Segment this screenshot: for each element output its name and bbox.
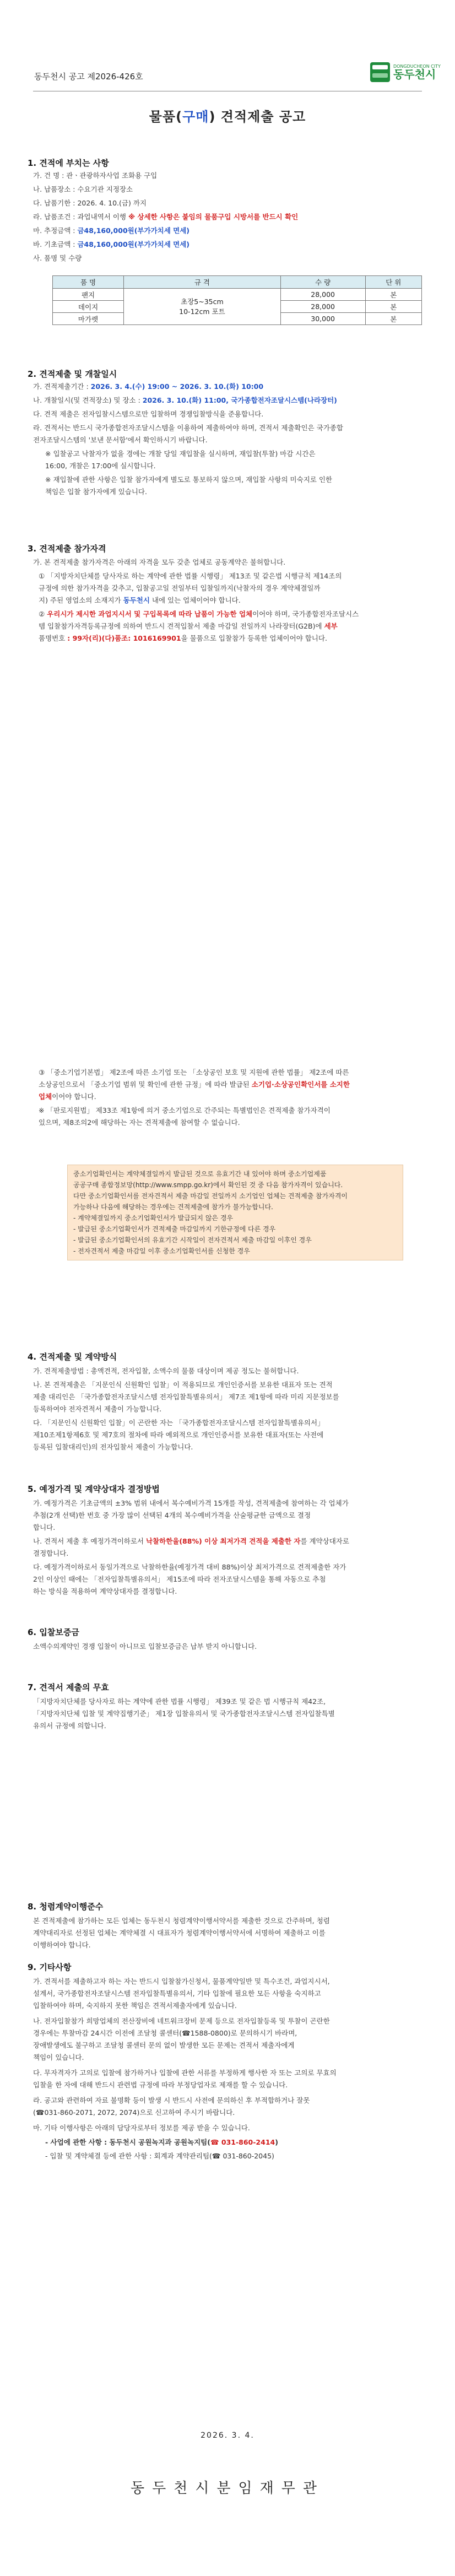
s3-line: 업체이어야 합니다.: [39, 1092, 96, 1101]
s3-line: ③ 「중소기업기본법」 제2조에 따른 소기업 또는 「소상공인 보호 및 지원에 관한 법률」 제2조에 따른: [39, 1068, 349, 1076]
notice-date: 2026. 3. 4.: [201, 2431, 254, 2440]
s5-line: 추첨(2개 선택)한 번호 중 가장 많이 선택된 4개의 복수예비가격을 산술평균한 금액으로 결정: [33, 1511, 311, 1519]
section-5-title: 5. 예정가격 및 계약상대자 결정방법: [28, 1484, 160, 1494]
s2-submission-period: 가. 견적제출기간 : 2026. 3. 4.(수) 19:00 ~ 2026. 3. 10.(화) 10:00: [33, 382, 264, 391]
cell-name: 마가렛: [53, 313, 124, 325]
table-header-row: [53, 276, 422, 289]
cell-qty: 30,000: [280, 313, 365, 325]
cell-qty: 28,000: [280, 289, 365, 301]
items-table: [52, 275, 422, 325]
s2-item-c: 다. 견적 제출은 전자입찰시스템으로만 입찰하며 경쟁입찰방식을 준용합니다.: [33, 410, 264, 418]
s5-line: 결정합니다.: [33, 1549, 69, 1557]
title-highlight: 구매: [182, 109, 209, 125]
s7-line: 「지방자치단체를 당사자로 하는 계약에 관한 법률 시행령」 제39조 및 같은 법 시행규칙 제42조,: [33, 1697, 326, 1706]
s8-line: 계약대리자로 선정된 업체는 계약체결 시 대표자가 청렴계약이행서약서에 서명하여 제출하고 이를: [33, 1929, 326, 1937]
city-logo-icon: [370, 62, 390, 82]
city-logo: [370, 62, 441, 82]
section-7-title: 7. 견적서 제출의 무효: [28, 1682, 109, 1692]
page-title: 물품(구매) 견적제출 공고: [149, 109, 306, 125]
section-1-title: 1. 견적에 부치는 사항: [28, 158, 109, 168]
section-9-title: 9. 기타사항: [28, 1962, 72, 1972]
document-number: 동두천시 공고 제2026-426호: [34, 72, 143, 82]
s4-line: 등록하여야 전자견적서 제출이 가능합니다.: [33, 1405, 162, 1413]
s9-line: 다. 무자격자가 고의로 입찰에 참가하거나 입찰에 관한 서류를 부정하게 행사한 자 또는 고의로 무효의: [33, 2069, 337, 2077]
cell-unit: 본: [365, 313, 421, 325]
s2-note-1: ※ 입찰공고 낙찰자가 없을 경에는 개찰 당일 재입찰을 실시하며, 재입찰(투찰) 마감 시간은: [45, 450, 316, 458]
s1-item-g: 사. 품명 및 수량: [33, 254, 82, 262]
s3-line: 가. 본 견적제출 참가자격은 아래의 자격을 모두 갖춘 업체로 공동계약은 불허합니다.: [33, 558, 286, 566]
s8-line: 본 견적제출에 참가하는 모든 업체는 동두천시 청렴계약이행서약서를 제출한 것으로 간주하며, 청렴: [33, 1917, 330, 1925]
s4-line: 나. 본 견적제출은 「지문인식 신원확인 입찰」이 적용되므로 개인인증서를 보유한 대표자 또는 견적: [33, 1381, 333, 1389]
table-row: [53, 289, 422, 301]
s5-line: 다. 예정가격이하로서 동일가격으로 낙찰하한율(예정가격 대비 88%)이상 최저가격으로 견적제출한 자가: [33, 1563, 346, 1571]
s2-note-2b: 책임은 입찰 참가자에게 있습니다.: [45, 488, 147, 496]
s3-line: ② 우리시가 제시한 과업지시서 및 구입목록에 따라 납품이 가능한 업체이어야 하며, 국가종합전자조달시스: [39, 610, 359, 618]
s3-line: 품명번호 : 99자(리)(다)품조: 1016169901을 물품으로 입찰참가 등록한 업체이어야 합니다.: [39, 634, 327, 642]
section-3-title: 3. 견적제출 참가자격: [28, 544, 106, 554]
section-8-title: 8. 청렴계약이행준수: [28, 1902, 104, 1912]
cell-unit: 본: [365, 301, 421, 313]
sme-certificate-note: 중소기업확인서는 계약체결일까지 발급된 것으로 유효기간 내 있어야 하며 중소기업제품 공공구매 종합정보망(http://www.smpp.go.kr)에서 확인된 것 중 다음 참가자격이 있습니다. 다만 중소기업확인서를 전자견적서 제출 마감일 전일까지 소기업인 업체는 견적제출 참가자격이 가능하나 다음에 해당하는 경우에는 견적제출에 참가가 불가능합니다. - 계약체결일까지 중소기업확인서가 발급되지 않은 경우 - 발급된 중소기업확인서가 견적제출 마감일까지 기한규정에 다른 경우 - 발급된 중소기업확인서의 유효기간 시작일이 전자견적서 제출 마감일 이후인 경우 - 전자견적서 제출 마감일 이후 중소기업확인서를 신청한 경우: [67, 1165, 403, 1260]
s9-line: 입찰하여야 하며, 숙지하지 못한 책임은 견적서제출자에게 있습니다.: [33, 2001, 237, 2010]
s4-line: 제출 대리인은 「국가종합전자조달시스템 전자입찰특별유의서」 제7조 제1항에 따라 미리 지문정보를: [33, 1393, 339, 1401]
s9-contact-contract: - 입찰 및 계약체결 등에 관한 사항 : 회계과 계약관리팀(☎ 031-860-2045): [45, 2152, 274, 2160]
s6-line: 소액수의계약인 경쟁 입찰이 아니므로 입찰보증금은 납부 받지 아니합니다.: [33, 1642, 257, 1650]
s9-line: 라. 공고와 관련하여 자료 불명확 등이 발생 시 반드시 사전에 문의하신 후 부적합하거나 잘못: [33, 2096, 310, 2104]
s2-opening-time: 나. 개찰일시(및 견적장소) 및 장소 : 2026. 3. 10.(화) 11:00, 국가종합전자조달시스템(나라장터): [33, 396, 337, 404]
s9-line: 가. 견적서를 제출하고자 하는 자는 반드시 입찰참가신청서, 물품계약일반 및 특수조건, 과업지시서,: [33, 1977, 330, 1985]
s9-line: (☎031-860-2071, 2072, 2074)으로 신고하여 주시기 바랍니다.: [33, 2108, 235, 2117]
table-header: 수 량: [280, 276, 365, 289]
s9-line: 경우에는 투찰마감 24시간 이전에 조달청 콜센터(☎1588-0800)로 문의하시기 바라며,: [33, 2029, 297, 2037]
s3-line: 규정에 의한 참가자격을 갖추고, 입찰공고일 전일부터 입찰일까지(낙찰자의 경우 계약체결일까: [39, 584, 321, 592]
s1-item-a: 가. 건 명 : 관ㆍ관광하자사업 조화용 구입: [33, 171, 158, 180]
logo-korean-text: 동두천시: [393, 68, 436, 81]
s2-item-d2: 전자조달시스템의 '보낸 문서함'에서 확인하시기 바랍니다.: [33, 436, 208, 444]
section-6-title: 6. 입찰보증금: [28, 1627, 79, 1637]
s5-line: 2인 이상인 때에는 「전자입찰특별유의서」 제15조에 따라 전자조달시스템을 통해 자동으로 추첨: [33, 1575, 326, 1583]
s1-item-c: 다. 납품기한 : 2026. 4. 10.(금) 까지: [33, 199, 147, 207]
cell-name: 데이지: [53, 301, 124, 313]
s9-line: 입찰을 한 자에 대해 반드시 관련법 규정에 따라 부정당업자로 제재를 할 수 있습니다.: [33, 2081, 288, 2089]
s4-line: 가. 견적제출방법 : 총액견적, 전자입찰, 소액수의 물품 대상이며 제공 정도는 불허합니다.: [33, 1367, 299, 1375]
table-header: 단 위: [365, 276, 421, 289]
s9-line: 장애발생에도 불구하고 조달청 콜센터 문의 없이 발생한 모든 문제는 견적서 제출자에게: [33, 2041, 295, 2049]
s7-line: 유의서 규정에 의합니다.: [33, 1722, 106, 1730]
s4-line: 다. 「지문인식 신원확인 입찰」이 곤란한 자는 「국가종합전자조달시스템 전자입찰특별유의서」: [33, 1419, 324, 1427]
s5-line: 나. 견적서 제출 후 예정가격이하로서 낙찰하한율(88%) 이상 최저가격 견적을 제출한 자를 계약상대자로: [33, 1537, 349, 1545]
s3-line: ※ 「판로지원법」 제33조 제1항에 의거 중소기업으로 간주되는 특별법인은 견적제출 참가자격이: [39, 1106, 331, 1114]
table-header: 품 명: [53, 276, 124, 289]
cell-name: 팬지: [53, 289, 124, 301]
s3-line: 지) 주된 영업소의 소재지가 동두천시 내에 있는 업체이어야 합니다.: [39, 596, 241, 604]
s1-estimated-price: 마. 추정금액 : 금48,160,000원(부가가치세 면세): [33, 226, 190, 235]
section-4-title: 4. 견적제출 및 계약방식: [28, 1352, 117, 1362]
s3-line: 템 입찰참가자격등록규정에 의하여 반드시 견적입찰서 제출 마감일 전일까지 나라장터(G2B)에 세부: [39, 622, 338, 630]
s9-line: 나. 전자입찰참가 희망업체의 전산장비에 네트워크장비 문제 등으로 전자입찰등록 및 투찰이 곤란한: [33, 2017, 330, 2025]
table-header: 규 격: [124, 276, 281, 289]
cell-spec: 초장5~35cm 10-12cm 포트: [124, 289, 281, 325]
logo-english-text: DONGDUCHEON CITY: [393, 64, 441, 69]
s3-line: ① 「지방자치단체를 당사자로 하는 계약에 관한 법률 시행령」 제13조 및 같은법 시행규칙 제14조의: [39, 572, 342, 580]
cell-unit: 본: [365, 289, 421, 301]
section-2-title: 2. 견적제출 및 개찰일시: [28, 369, 117, 379]
s9-line: 책임이 있습니다.: [33, 2053, 84, 2061]
s2-note-2: ※ 재입찰에 관한 사항은 입찰 참가자에게 별도로 통보하지 않으며, 재입찰 사항의 미숙지로 인한: [45, 475, 332, 484]
s7-line: 「지방자치단체 입찰 및 계약집행기준」 제1장 입찰유의서 및 국가종합전자조달시스템 전자입찰특별: [33, 1709, 335, 1718]
s9-line: 설계서, 국가종합전자조달시스템 전자입찰특별유의서, 기타 입찰에 필요한 모든 사항을 숙지하고: [33, 1989, 321, 1998]
s3-line: 있으며, 제8조의2에 해당하는 자는 견적제출에 참여할 수 없습니다.: [39, 1118, 240, 1127]
s2-item-d1: 라. 견적서는 반드시 국가종합전자조달시스템을 이용하여 제출하여야 하며, 견적서 제출확인은 국가종합: [33, 424, 343, 432]
s2-note-1b: 16:00, 개찰은 17:00에 실시합니다.: [45, 462, 156, 470]
issuing-organization: 동두천시분임재무관: [130, 2480, 325, 2497]
s9-contact-project: - 사업에 관한 사항 : 동두천시 공원녹지과 공원녹지팀(☎ 031-860-2414): [45, 2138, 278, 2146]
s1-item-d: 라. 납품조건 : 과업내역서 이행 ※ 상세한 사항은 붙임의 물품구입 시방서를 반드시 확인: [33, 213, 299, 221]
s4-line: 등록된 입찰대리인)의 전자입찰서 제출이 가능합니다.: [33, 1443, 193, 1451]
s3-line: 소상공인으로서 「중소기업 범위 및 확인에 관한 규정」에 따라 발급된 소기업·소상공인확인서를 소지한: [39, 1080, 350, 1089]
s4-line: 제10조제1항제6호 및 제7호의 절차에 따라 예외적으로 개인인증서를 보유한 대표자(또는 사전에: [33, 1431, 324, 1439]
s5-line: 합니다.: [33, 1523, 56, 1531]
cell-qty: 28,000: [280, 301, 365, 313]
s1-base-price: 바. 기초금액 : 금48,160,000원(부가가치세 면세): [33, 240, 190, 248]
s9-line: 마. 기타 이행사항은 아래의 담당자로부터 정보를 제공 받을 수 있습니다.: [33, 2124, 250, 2132]
s5-line: 가. 예정가격은 기초금액의 ±3% 범위 내에서 복수예비가격 15개를 작성, 견적제출에 참여하는 각 업체가: [33, 1499, 349, 1507]
s8-line: 이행하여야 합니다.: [33, 1941, 91, 1949]
s5-line: 하는 방식을 적용하여 계약상대자를 결정합니다.: [33, 1587, 177, 1595]
s1-item-b: 나. 납품장소 : 수요기관 지정장소: [33, 185, 133, 193]
